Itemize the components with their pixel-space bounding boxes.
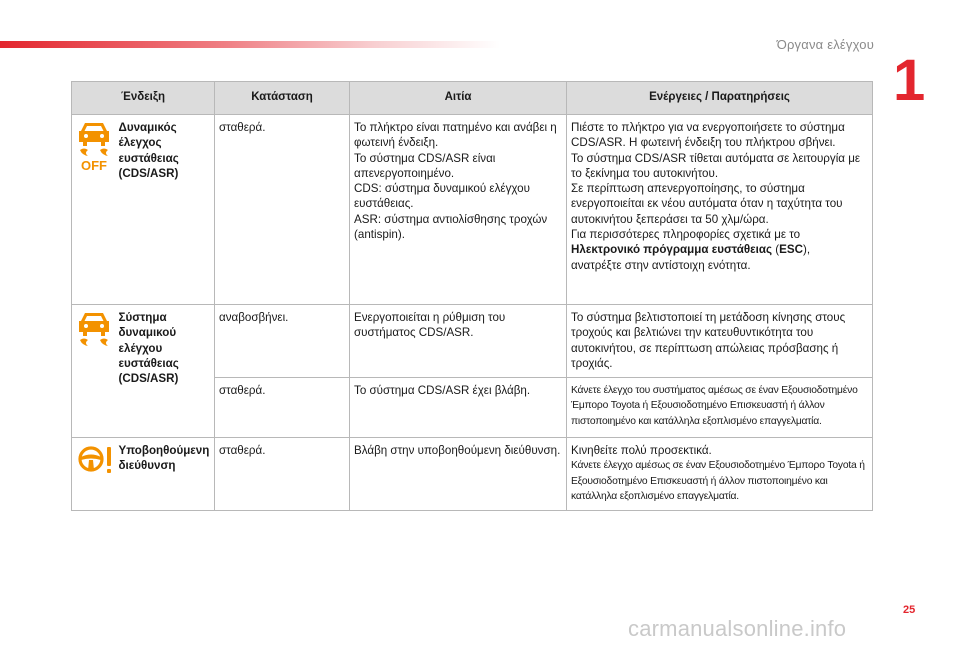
- section-title: Όργανα ελέγχου: [776, 37, 874, 52]
- action-line: Κάνετε έλεγχο αμέσως σε έναν Εξουσιοδοτημένο Έμπορο Toyota ή Εξουσιοδοτημένο Επισκευαστή ή άλλον πιστοποιημένο και κατάλληλα εξοπλισμένο επαγγελματία.: [571, 460, 865, 503]
- header-cause: Αιτία: [350, 82, 567, 115]
- reference-prefix: Για περισσότερες πληροφορίες σχετικά με το: [571, 228, 801, 242]
- cause-line: Το σύστημα CDS/ASR είναι απενεργοποιημένο.: [354, 151, 496, 180]
- header-state: Κατάσταση: [215, 82, 350, 115]
- state-cell: σταθερά.: [215, 115, 350, 305]
- table-row: [72, 115, 873, 305]
- indicator-cell: [72, 115, 115, 305]
- state-cell: σταθερά.: [215, 378, 350, 438]
- action-reference: [571, 227, 868, 273]
- indicator-name: Σύστημα δυναμικού ελέγχου ευστάθειας (CDS/ASR): [115, 305, 215, 438]
- power-steering-warning-icon: [76, 443, 114, 479]
- header-actions: Ενέργειες / Παρατηρήσεις: [567, 82, 873, 115]
- reference-paren-open: (: [772, 243, 780, 257]
- cause-line: CDS: σύστημα δυναμικού ελέγχου ευστάθειας.: [354, 182, 530, 211]
- indicator-table: [71, 81, 873, 511]
- indicator-cell: [72, 305, 115, 438]
- actions-cell: [567, 115, 873, 305]
- cause-line: ASR: σύστημα αντιολίσθησης τροχών (antispin).: [354, 212, 548, 242]
- cause-cell: Βλάβη στην υποβοηθούμενη διεύθυνση.: [350, 438, 567, 511]
- reference-suffix: ανατρέξτε στην αντίστοιχη ενότητα.: [571, 258, 751, 272]
- indicator-name: Δυναμικός έλεγχος ευστάθειας (CDS/ASR): [115, 115, 215, 305]
- esc-off-icon-text: OFF: [81, 158, 107, 172]
- actions-cell: Το σύστημα βελτιστοποιεί τη μετάδοση κίνησης στους τροχούς και βελτιώνει την κατευθυντικότητα του αυτοκινήτου, σε περίπτωση απώλειας πρόσβασης ή τροχιάς.: [567, 305, 873, 378]
- watermark: carmanualsonline.info: [628, 616, 847, 641]
- actions-cell: [567, 438, 873, 511]
- page-number: 25: [903, 604, 916, 616]
- table-row: [72, 438, 873, 511]
- action-line: Σε περίπτωση απενεργοποίησης, το σύστημα ενεργοποιείται εκ νέου αυτόματα όταν η ταχύτητα του αυτοκινήτου ξεπεράσει τα 50 χλμ/ώρα.: [571, 182, 843, 226]
- esc-off-icon: [76, 120, 112, 172]
- action-line: Το σύστημα CDS/ASR τίθεται αυτόματα σε λειτουργία με το ξεκίνημα του αυτοκινήτου.: [571, 151, 861, 180]
- header-indicator: Ένδειξη: [72, 82, 215, 115]
- indicator-name: Υποβοηθούμενη διεύθυνση: [115, 438, 215, 511]
- cause-line: Το πλήκτρο είναι πατημένο και ανάβει η φωτεινή ένδειξη.: [354, 121, 557, 150]
- cause-cell: Το σύστημα CDS/ASR έχει βλάβη.: [350, 378, 567, 438]
- state-cell: αναβοσβήνει.: [215, 305, 350, 378]
- cause-cell: [350, 115, 567, 305]
- reference-title: Ηλεκτρονικό πρόγραμμα ευστάθειας: [571, 243, 773, 257]
- table-row: [72, 305, 873, 378]
- actions-cell: Κάνετε έλεγχο του συστήματος αμέσως σε έναν Εξουσιοδοτημένο Έμπορο Toyota ή Εξουσιοδοτημένο Επισκευαστή ή άλλον πιστοποιημένο και κατάλληλα εξοπλισμένο επαγγελματία.: [567, 378, 873, 438]
- indicator-cell: [72, 438, 115, 511]
- reference-paren-close: ),: [802, 243, 811, 257]
- top-accent-bar: [0, 41, 500, 48]
- reference-esc: ESC: [779, 243, 803, 257]
- esc-skid-car-icon: [76, 310, 112, 352]
- state-cell: σταθερά.: [215, 438, 350, 511]
- action-line: Πιέστε το πλήκτρο για να ενεργοποιήσετε το σύστημα CDS/ASR. Η φωτεινή ένδειξη του πλήκτρου σβήνει.: [571, 121, 845, 150]
- table-header-row: [72, 82, 873, 115]
- cause-cell: Ενεργοποιείται η ρύθμιση του συστήματος CDS/ASR.: [350, 305, 567, 378]
- chapter-number: 1: [893, 48, 926, 113]
- action-line: Κινηθείτε πολύ προσεκτικά.: [571, 444, 712, 458]
